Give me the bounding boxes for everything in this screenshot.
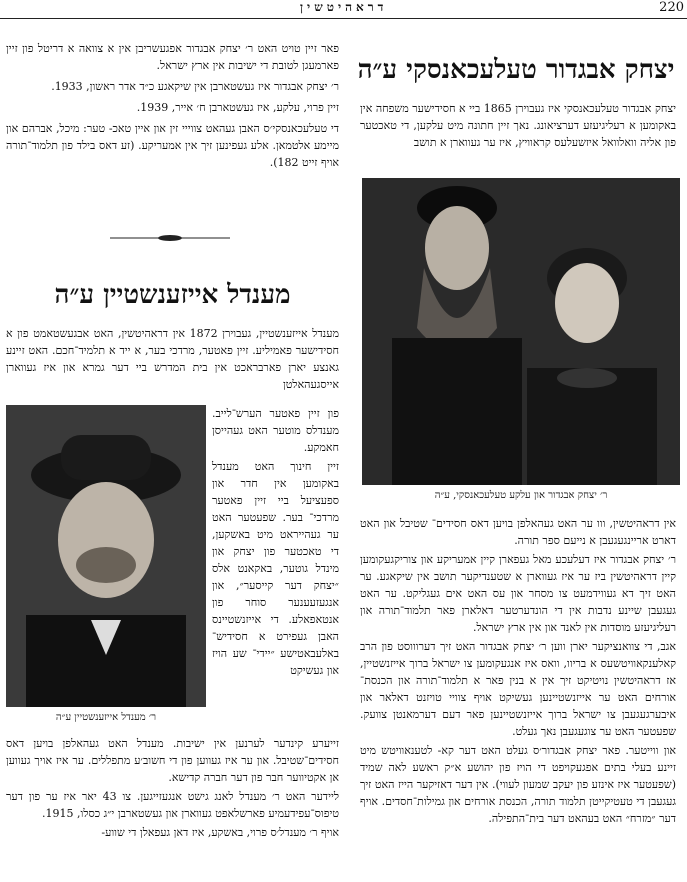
body-eisenstein xyxy=(6,735,339,841)
continuation-paragraph: די טעלעכאנסקי׳ס האבן געהאט צווייי זין און איין טאכ- טער: מיכל, אברהם און מיימע אלטמאן. אלע געפינען זיך אין אמעריקע. (זע דאס בילד פון תלמוד־תורה אויף זייט 182). xyxy=(6,122,339,169)
side-paragraph: פון זיין פאטער הערש־לייב. מענדלס מוטער האט געהייסן חאמקע. xyxy=(212,407,339,454)
body-paragraph: ליידער האט ר׳ מענדל לאנג גישט אנגעזייגען. צו 43 יאר איז ער פון דער טיפוס־עפידעמיע פארשלאפט געווארן און געשטארבן י״ג כסלו, 1915. xyxy=(6,790,339,820)
photo-caption-eisenstein: ר׳ מענדל אייזענשטיין ע״ה xyxy=(55,712,157,723)
running-title: דראהיטשין xyxy=(300,0,388,14)
body-telechanski xyxy=(360,515,676,827)
intro-eisenstein xyxy=(6,325,339,393)
article-title-eisenstein: מענדל אייזענשטיין ע״ה xyxy=(54,280,291,310)
body-paragraph: אגב, די צוואנציקער יארן ווען ר׳ יצחק אבגדור האט זיך דערוווסט פון הרב קאלענקאוויטשעס א בריוו, וואס איז אנגעקומען צו ישראל ברוך אייזנשטיין, אז דראהיטשין נויטיקט זיך אין א בנין פאר א תלמוד־תורה און הכנסת־ אורחים האט ער אייזנשטיינען געשיקט אויף צוויי טויזנט דאלאר און איבערגעגעבן צו ישראל ברוך אייזנשטיינען פאר דעם דערמאנטן צוועק. שפעטער האט ער צוגעגעבן נאך געלט. xyxy=(360,640,676,738)
page-header xyxy=(0,0,687,19)
continuation-text xyxy=(6,40,339,171)
page-number: 220 xyxy=(659,0,684,15)
body-paragraph: און ווייטער. פאר יצחק אבגדור׳ס געלט האט דער קא- לטענאוויטש מיט זיינע בעלי בתים אפגעקויפט די הויז פון יהושע א״ק ראשע לאה שמיד (שפעטער איז אינזע פון יעקב שמעון לעווי). אין דער דאזיקער הייז האט זיך געגעבן די טעטיקייטן תלמוד תורה, הכנסת אורחים און גמילות־חסדים. אויף דער ״מזרח״ האט בעהאט דער בית־התפילה. xyxy=(360,744,676,825)
intro-paragraph: יצחק אבגדור טעלעכאנסקי איז געבוירן 1865 ביי א חסידישער משפחה אין באקומען א רעליגיעזע דערציאונג. נאך זיין חתונה מיט עלקען, די טאכטער פון אליה וואלוואל איזשעלעס קראוויץ, איז ער געווארן א תושב xyxy=(360,102,676,149)
body-paragraph: ר׳ יצחק אבגדור איז דעלעכע מאל געפארן קיין אמעריקע און צוריקגעקומען קיין דראהיטשין ביז ער איז געווארן א שטענדיקער תושב אין שיקאגע. ער האט זיך דא געווידמעט צו מסחר און עס האט אים געגליקט. ער האט געגעבן שיינע נדבות אין די הונדערטער דאלארן פאר תלמוד־תורה און רעליגיעזע מוסדות אין לאנד און אין ארץ ישראל. xyxy=(360,553,676,634)
intro-paragraph: מענדל אייזענשטיין, געבוירן 1872 אין דראהיטשין, האט אבגעשטאמט פון א חסידישער פאמיליע. זיין פאטער, מרדכי בער, א ייד א תלמיד־חכם. האט זיינע גאנצע יארן פארבראכט אין בית המדרש ביי דער גמרא און איז געווארן אייסגעהאלטן xyxy=(6,327,339,391)
body-paragraph: זייערע קינדער לערנען אין ישיבות. מענדל האט געהאלפן בויען דאס חסידים־שטיבל. און ער איז געווען פון די חשוב׳ע מתפללים. ער איז אויך געווען אן אקטיווער חבר פון דער חברה קדישא. xyxy=(6,737,339,784)
photo-caption-telechanski: ר׳ יצחק אבגדור און עלקע טעלעכאנסקי, ע״ה xyxy=(434,490,608,501)
continuation-paragraph: ר׳ יצחק אבגדור איז געשטארבן אין שיקאגע כ״ד אדר ראשון, 1933. xyxy=(51,80,339,93)
photo-mendel-eisenstein xyxy=(6,405,206,707)
intro-telechanski xyxy=(360,100,676,151)
body-paragraph: אויף ר׳ מענדל׳ס פרוי, באשקע, איז דאן געפאלן די שווע- xyxy=(101,826,339,839)
continuation-paragraph: פאר זיין טויט האט ר׳ יצחק אבגדור אפגעשריבן אין א צוואה א דריטל פון זיין פארמעגן לטובת די ישיבות אין ארץ ישראל. xyxy=(6,42,339,72)
continuation-paragraph: זיין פרוי, עלקע, איז געשטארבן ח׳ אייר, 1939. xyxy=(136,101,339,114)
photo-telechanski-couple xyxy=(362,178,680,485)
side-paragraph: זיין חינוך האט מענדל באקומען אין חדר און ספעציעל ביי זיין פאטער מרדכי־ בער. שפעטער האט ער געהייראט מיט באשקען, די טאכטער פון יצחק און מינדל גוטער, באקאנט אלס ״יצחק דער קייסער״, און אנגעזעענער סוחר פון אנטאפאלע. די אייזנשטיינס האבן געפירט א חסידיש־ באלעבאטישע ״יידי־ שע הויז און געשיקט xyxy=(212,460,339,677)
article-title-telechanski: יצחק אבגדור טעלעכאנסקי ע״ה xyxy=(357,55,675,85)
section-divider-ornament xyxy=(110,234,230,242)
body-paragraph: אין דראהיטשין, ווו ער האט געהאלפן בויען דאס חסידים־ שטיבל און האט דארט אריינגעגעבן א נייעם ספר תורה. xyxy=(360,517,676,547)
side-text-eisenstein xyxy=(212,405,339,679)
